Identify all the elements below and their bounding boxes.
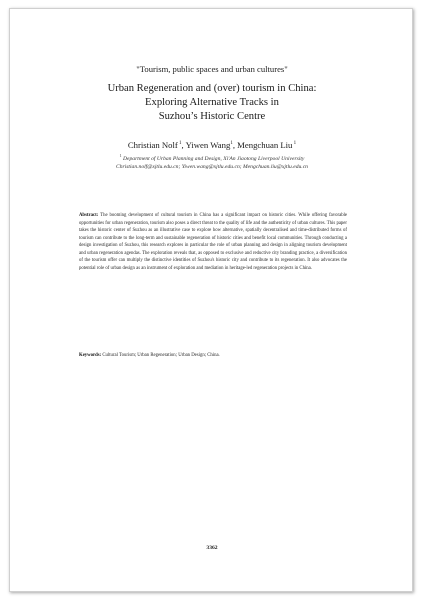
page-number: 3362 — [206, 545, 218, 551]
abstract-paragraph — [79, 212, 347, 272]
author-affil-marker: 1 — [230, 141, 233, 147]
abstract-text: The booming development of cultural tourism in China has a significant impact on historic cities. While offering favorable opportunities for urban regeneration, tourism also poses a direct threat to the quality of life and the authenticity of urban cultures. This paper takes the historic center of Suzhou as an illustrative case to explore how alternative, spatially decentralised and time-distributed forms of tourism can contribute to the long-term and sustainable regeneration of historic cities and benefit local communities. Through conducting a design investigation of Suzhou, this research explores in particular the role of urban planning and design in aligning tourism development and urban regeneration agendas. The exploration reveals that, as opposed to exclusive and reductive city branding practice, a diversification of the tourism offer can multiply the distinctive identities of Suzhou's historic city and contribute to its regeneration. It also advocates the potential role of urban design as an instrument of exploration and mediation in heritage-led regeneration projects in China. — [79, 213, 347, 271]
keywords-label: Keywords: — [79, 353, 102, 358]
keywords-line — [79, 352, 347, 360]
author-name: Mengchuan Liu — [237, 140, 293, 150]
author-affil-marker: 1 — [179, 141, 182, 147]
title-line-2: Exploring Alternative Tracks in — [145, 97, 279, 108]
session-heading: "Tourism, public spaces and urban cultures" — [136, 64, 288, 74]
affiliation-line: $^1$ Department of Urban Planning and Design, Xi'An Jiaotong Liverpool University — [119, 153, 305, 162]
abstract-label: Abstract: — [79, 213, 99, 218]
keywords-text: Cultural Tourism; Urban Regeneration; Urban Design; China. — [102, 353, 220, 358]
author-list: Christian Nolf $^1$, Yiwen Wang$^1$, Mengchuan Liu $^1$ — [127, 140, 297, 150]
author-name: Christian Nolf — [127, 140, 178, 150]
affiliation-marker: 1 — [119, 153, 122, 159]
author-emails: Christian.nolf@xjtlu.edu.cn; Yiwen.wang@xjtlu.edu.cn; Mengchuan.liu@xjtlu.edu.cn — [116, 164, 308, 171]
author-name: Yiwen Wang — [185, 140, 231, 150]
affiliation-block — [0, 155, 424, 172]
author-affil-marker: 1 — [293, 141, 297, 147]
title-line-3: Suzhou’s Historic Centre — [158, 111, 266, 122]
paper-title — [0, 82, 424, 124]
title-line-1: Urban Regeneration and (over) tourism in China: — [107, 83, 317, 94]
